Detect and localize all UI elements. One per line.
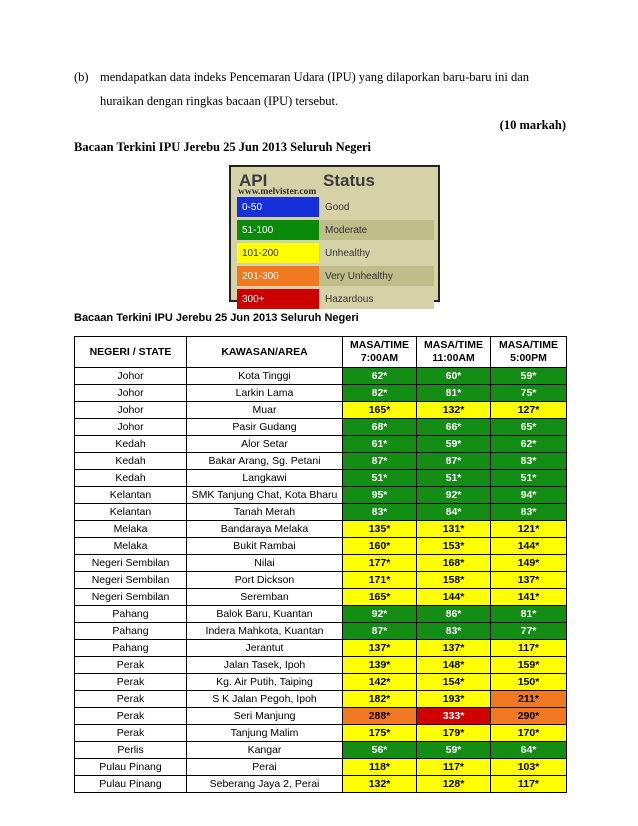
area-cell: Jerantut xyxy=(187,640,343,657)
api-value-cell: 103* xyxy=(491,759,567,776)
api-value-cell: 87* xyxy=(343,453,417,470)
table-row xyxy=(75,436,567,453)
api-value-cell: 211* xyxy=(491,691,567,708)
table-row xyxy=(75,776,567,793)
api-value-cell: 118* xyxy=(343,759,417,776)
table-row xyxy=(75,623,567,640)
table-body xyxy=(75,368,567,793)
api-value-cell: 158* xyxy=(417,572,491,589)
state-cell: Pahang xyxy=(75,640,187,657)
api-value-cell: 75* xyxy=(491,385,567,402)
area-cell: Bukit Rambai xyxy=(187,538,343,555)
api-value-cell: 333* xyxy=(417,708,491,725)
table-row xyxy=(75,725,567,742)
table-row xyxy=(75,640,567,657)
state-cell: Perlis xyxy=(75,742,187,759)
legend-status: Very Unhealthy xyxy=(319,266,434,286)
state-cell: Negeri Sembilan xyxy=(75,572,187,589)
area-cell: Perai xyxy=(187,759,343,776)
area-cell: Port Dickson xyxy=(187,572,343,589)
area-cell: Seri Manjung xyxy=(187,708,343,725)
state-cell: Negeri Sembilan xyxy=(75,589,187,606)
state-cell: Johor xyxy=(75,385,187,402)
api-value-cell: 117* xyxy=(491,640,567,657)
state-cell: Kelantan xyxy=(75,504,187,521)
question-text-2: huraikan dengan ringkas bacaan (IPU) tersebut. xyxy=(100,94,339,108)
table-row xyxy=(75,759,567,776)
area-cell: Bandaraya Melaka xyxy=(187,521,343,538)
api-value-cell: 127* xyxy=(491,402,567,419)
api-value-cell: 95* xyxy=(343,487,417,504)
api-value-cell: 86* xyxy=(417,606,491,623)
api-value-cell: 83* xyxy=(491,453,567,470)
api-value-cell: 94* xyxy=(491,487,567,504)
api-readings-table xyxy=(74,336,567,793)
state-cell: Pulau Pinang xyxy=(75,776,187,793)
area-cell: Nilai xyxy=(187,555,343,572)
area-cell: Seberang Jaya 2, Perai xyxy=(187,776,343,793)
state-cell: Pahang xyxy=(75,606,187,623)
marks-label: (10 markah) xyxy=(499,118,566,132)
legend-range: 51-100 xyxy=(237,220,319,240)
area-cell: Pasir Gudang xyxy=(187,419,343,436)
legend-status: Moderate xyxy=(319,220,434,240)
area-cell: Indera Mahkota, Kuantan xyxy=(187,623,343,640)
legend-row xyxy=(237,289,434,309)
api-value-cell: 128* xyxy=(417,776,491,793)
legend-api-header: API xyxy=(239,171,268,190)
api-value-cell: 51* xyxy=(491,470,567,487)
api-value-cell: 175* xyxy=(343,725,417,742)
api-value-cell: 68* xyxy=(343,419,417,436)
api-value-cell: 81* xyxy=(417,385,491,402)
api-value-cell: 193* xyxy=(417,691,491,708)
question-line-1 xyxy=(74,70,566,85)
api-value-cell: 150* xyxy=(491,674,567,691)
api-value-cell: 81* xyxy=(491,606,567,623)
legend-range: 201-300 xyxy=(237,266,319,286)
api-value-cell: 92* xyxy=(417,487,491,504)
api-value-cell: 144* xyxy=(491,538,567,555)
table-row xyxy=(75,572,567,589)
api-value-cell: 168* xyxy=(417,555,491,572)
table-row xyxy=(75,368,567,385)
api-value-cell: 51* xyxy=(417,470,491,487)
column-header: KAWASAN/AREA xyxy=(187,337,343,368)
legend-status-header: Status xyxy=(323,171,375,190)
api-value-cell: 159* xyxy=(491,657,567,674)
api-value-cell: 117* xyxy=(491,776,567,793)
state-cell: Kedah xyxy=(75,470,187,487)
api-value-cell: 59* xyxy=(491,368,567,385)
table-row xyxy=(75,674,567,691)
area-cell: Larkin Lama xyxy=(187,385,343,402)
table-row xyxy=(75,385,567,402)
api-value-cell: 144* xyxy=(417,589,491,606)
api-value-cell: 137* xyxy=(417,640,491,657)
state-cell: Melaka xyxy=(75,521,187,538)
state-cell: Johor xyxy=(75,368,187,385)
api-value-cell: 135* xyxy=(343,521,417,538)
section-heading: Bacaan Terkini IPU Jerebu 25 Jun 2013 Seluruh Negeri xyxy=(74,140,372,154)
api-value-cell: 84* xyxy=(417,504,491,521)
legend-row xyxy=(237,197,434,217)
area-cell: Muar xyxy=(187,402,343,419)
api-value-cell: 121* xyxy=(491,521,567,538)
table-row xyxy=(75,504,567,521)
question-label: (b) xyxy=(74,70,89,84)
api-value-cell: 153* xyxy=(417,538,491,555)
api-value-cell: 160* xyxy=(343,538,417,555)
api-value-cell: 132* xyxy=(417,402,491,419)
api-value-cell: 83* xyxy=(417,623,491,640)
question-text-1: mendapatkan data indeks Pencemaran Udara (IPU) yang dilaporkan baru-baru ini dan xyxy=(100,70,530,84)
area-cell: Balok Baru, Kuantan xyxy=(187,606,343,623)
table-row xyxy=(75,453,567,470)
api-value-cell: 83* xyxy=(343,504,417,521)
state-cell: Johor xyxy=(75,402,187,419)
legend-range: 0-50 xyxy=(237,197,319,217)
area-cell: Kota Tinggi xyxy=(187,368,343,385)
api-value-cell: 132* xyxy=(343,776,417,793)
api-value-cell: 62* xyxy=(343,368,417,385)
api-value-cell: 131* xyxy=(417,521,491,538)
api-value-cell: 148* xyxy=(417,657,491,674)
api-legend-image xyxy=(229,165,440,305)
api-value-cell: 177* xyxy=(343,555,417,572)
api-value-cell: 137* xyxy=(491,572,567,589)
table-row xyxy=(75,691,567,708)
api-value-cell: 171* xyxy=(343,572,417,589)
state-cell: Kelantan xyxy=(75,487,187,504)
api-value-cell: 117* xyxy=(417,759,491,776)
api-value-cell: 87* xyxy=(343,623,417,640)
area-cell: Tanjung Malim xyxy=(187,725,343,742)
legend-status: Unhealthy xyxy=(319,243,434,263)
table-heading: Bacaan Terkini IPU Jerebu 25 Jun 2013 Seluruh Negeri xyxy=(74,312,359,324)
api-value-cell: 154* xyxy=(417,674,491,691)
state-cell: Perak xyxy=(75,708,187,725)
api-value-cell: 62* xyxy=(491,436,567,453)
table-row xyxy=(75,742,567,759)
state-cell: Melaka xyxy=(75,538,187,555)
api-value-cell: 149* xyxy=(491,555,567,572)
legend-status: Hazardous xyxy=(319,289,434,309)
api-value-cell: 165* xyxy=(343,402,417,419)
api-value-cell: 139* xyxy=(343,657,417,674)
area-cell: Langkawi xyxy=(187,470,343,487)
legend-row xyxy=(237,266,434,286)
api-value-cell: 56* xyxy=(343,742,417,759)
area-cell: Seremban xyxy=(187,589,343,606)
api-value-cell: 179* xyxy=(417,725,491,742)
api-value-cell: 60* xyxy=(417,368,491,385)
column-header: MASA/TIME 5:00PM xyxy=(491,337,567,368)
state-cell: Perak xyxy=(75,725,187,742)
table-row xyxy=(75,606,567,623)
api-value-cell: 92* xyxy=(343,606,417,623)
api-value-cell: 59* xyxy=(417,742,491,759)
api-value-cell: 141* xyxy=(491,589,567,606)
state-cell: Negeri Sembilan xyxy=(75,555,187,572)
api-value-cell: 51* xyxy=(343,470,417,487)
area-cell: Alor Setar xyxy=(187,436,343,453)
table-row xyxy=(75,419,567,436)
api-value-cell: 66* xyxy=(417,419,491,436)
table-row xyxy=(75,555,567,572)
state-cell: Perak xyxy=(75,691,187,708)
api-value-cell: 59* xyxy=(417,436,491,453)
column-header: MASA/TIME 11:00AM xyxy=(417,337,491,368)
api-value-cell: 142* xyxy=(343,674,417,691)
state-cell: Perak xyxy=(75,674,187,691)
table-row xyxy=(75,538,567,555)
table-row xyxy=(75,521,567,538)
api-value-cell: 83* xyxy=(491,504,567,521)
api-value-cell: 77* xyxy=(491,623,567,640)
api-value-cell: 165* xyxy=(343,589,417,606)
api-value-cell: 290* xyxy=(491,708,567,725)
api-value-cell: 65* xyxy=(491,419,567,436)
table-row xyxy=(75,708,567,725)
table-row xyxy=(75,657,567,674)
legend-status: Good xyxy=(319,197,434,217)
legend-range: 101-200 xyxy=(237,243,319,263)
api-value-cell: 137* xyxy=(343,640,417,657)
column-header: MASA/TIME 7:00AM xyxy=(343,337,417,368)
api-value-cell: 182* xyxy=(343,691,417,708)
area-cell: Kangar xyxy=(187,742,343,759)
api-value-cell: 61* xyxy=(343,436,417,453)
table-row xyxy=(75,402,567,419)
api-value-cell: 64* xyxy=(491,742,567,759)
state-cell: Perak xyxy=(75,657,187,674)
table-row xyxy=(75,589,567,606)
column-header: NEGERI / STATE xyxy=(75,337,187,368)
state-cell: Johor xyxy=(75,419,187,436)
legend-watermark: www.melvister.com xyxy=(238,187,317,197)
area-cell: Tanah Merah xyxy=(187,504,343,521)
table-row xyxy=(75,487,567,504)
legend-range: 300+ xyxy=(237,289,319,309)
state-cell: Kedah xyxy=(75,436,187,453)
state-cell: Pulau Pinang xyxy=(75,759,187,776)
area-cell: Bakar Arang, Sg. Petani xyxy=(187,453,343,470)
area-cell: SMK Tanjung Chat, Kota Bharu xyxy=(187,487,343,504)
table-header-row xyxy=(75,337,567,368)
state-cell: Pahang xyxy=(75,623,187,640)
area-cell: Kg. Air Putih, Taiping xyxy=(187,674,343,691)
area-cell: S K Jalan Pegoh, Ipoh xyxy=(187,691,343,708)
api-value-cell: 82* xyxy=(343,385,417,402)
state-cell: Kedah xyxy=(75,453,187,470)
legend-row xyxy=(237,220,434,240)
api-value-cell: 87* xyxy=(417,453,491,470)
area-cell: Jalan Tasek, Ipoh xyxy=(187,657,343,674)
api-value-cell: 170* xyxy=(491,725,567,742)
table-row xyxy=(75,470,567,487)
legend-rows xyxy=(237,197,434,312)
api-value-cell: 288* xyxy=(343,708,417,725)
legend-row xyxy=(237,243,434,263)
